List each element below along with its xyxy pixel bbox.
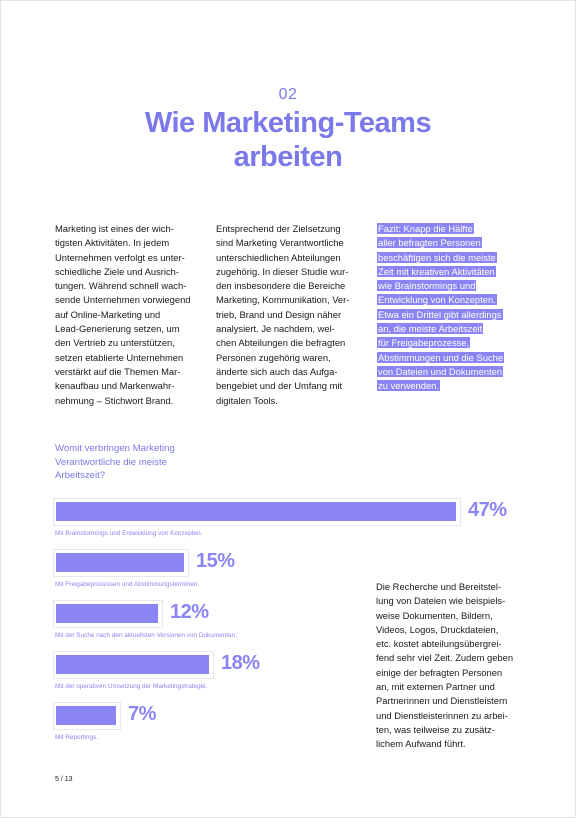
page-number: 5 / 13 xyxy=(55,776,73,783)
bar-category-label: Mit der Suche nach den aktuellsten Versionen von Dokumenten. xyxy=(55,632,237,639)
chapter-number: 02 xyxy=(278,86,298,103)
page-title-line: arbeiten xyxy=(233,141,343,173)
bar-category-label: Mit Brainstormings und Entwicklung von Konzepten. xyxy=(55,530,203,537)
fazit-line: Zeit mit kreativen Aktivitäten xyxy=(378,265,495,277)
bar-category-label: Mit Freigabeprozessen und Abstimmungsterminen. xyxy=(55,581,200,588)
bar-value-label: 15% xyxy=(196,550,235,572)
page-title-line: Wie Marketing-Teams xyxy=(144,107,432,139)
intro-column-1 xyxy=(55,222,205,408)
fazit-line: Abstimmungen und die Suche xyxy=(378,351,504,363)
bar-category-label: Mit Reportings. xyxy=(55,734,98,741)
fazit-line: von Dateien und Dokumenten xyxy=(378,365,503,377)
intro-column-2 xyxy=(216,222,368,408)
bar-value-label: 47% xyxy=(468,499,507,521)
bar-category-label: Mit der operativen Umsetzung der Marketingstrategie. xyxy=(55,683,208,690)
side-note-text: Die Recherche und Bereitstel- lung von Dateien wie beispiels- weise Dokumenten, Bildern, Videos, Logos, Druckdateien, etc. kostet abteilungsübergrei- fend sehr viel Zeit. Zudem geben einige der befragten Personen an, mit externen Partner und Partnerinnen und Dienstleistern und Dienstleisterinnen zu arbei- ten, was teilweise zu zusätz- lichem Aufwand führt. xyxy=(376,581,514,750)
fazit-line: an, die meiste Arbeitszeit xyxy=(378,323,483,335)
bar-value-label: 7% xyxy=(128,703,156,725)
fazit-line: aller befragten Personen xyxy=(378,237,481,249)
bar-value-label: 12% xyxy=(170,601,209,623)
side-note xyxy=(376,580,526,752)
fazit-line: Etwa ein Drittel gibt allerdings xyxy=(378,308,502,320)
fazit-line: Entwicklung von Konzepten. xyxy=(378,294,496,306)
fazit-line: zu verwenden. xyxy=(378,380,439,392)
fazit-line: beschäftigen sich die meiste xyxy=(378,251,496,263)
intro-paragraph-1: Marketing ist eines der wich- tigsten Aktivitäten. In jedem Unternehmen verfolgt es unter- schiedliche Ziele und Ausrich- tungen. Während schnell wach- sende Unternehmen vorwiegend auf Online-Marketing und Lead-Generierung setzen, um den Vertrieb zu unterstützen, setzen etablierte Unternehmen verstärkt auf die Themen Mar- kenaufbau und Markenwahr- nehmung – Stichwort Brand. xyxy=(55,223,191,406)
page-title xyxy=(0,106,576,174)
fazit-line: wie Brainstormings und xyxy=(378,280,476,292)
fazit-line: für Freigabeprozesse, xyxy=(378,337,470,349)
chart-question: Womit verbringen Marketing Verantwortliche die meiste Arbeitszeit? xyxy=(55,443,175,481)
intro-paragraph-2: Entsprechend der Zielsetzung sind Marketing Verantwortliche unterschiedlichen Abteilungen zugehörig. In dieser Studie wur- den insbesondere die Bereiche Marketing, Kommunikation, Ver- trieb, Brand und Design näher analysiert. Je nachdem, wel- chen Abteilungen die befragten Personen zugehörig waren, änderte sich auch das Aufga- bengebiet und der Umfang mit digitalen Tools. xyxy=(216,223,350,406)
fazit-line: Fazit: Knapp die Hälfte xyxy=(378,223,473,234)
bar-value-label: 18% xyxy=(221,652,260,674)
fazit-column xyxy=(377,222,527,394)
